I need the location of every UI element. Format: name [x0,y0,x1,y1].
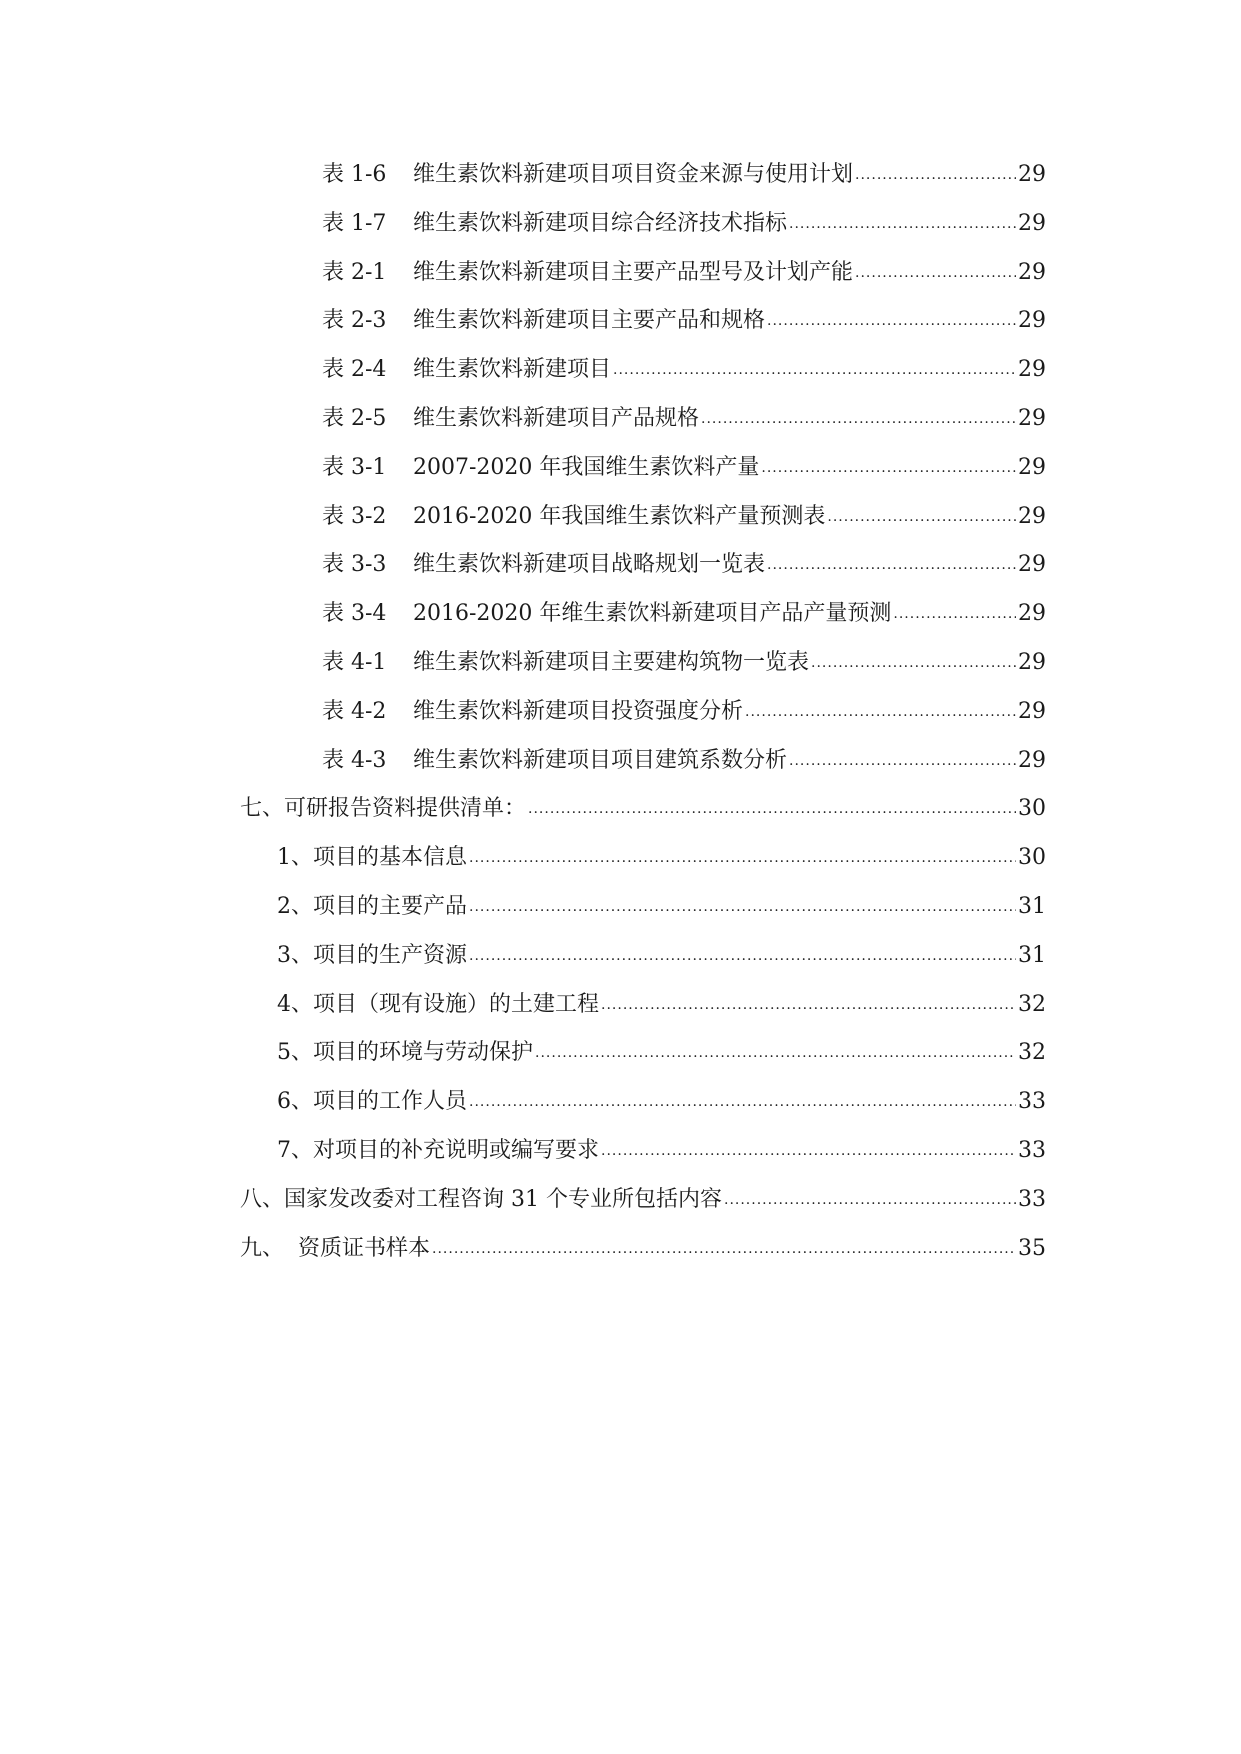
toc-entry-title: 维生素饮料新建项目主要建构筑物一览表 [413,649,810,675]
toc-dot-leader [535,1029,1016,1078]
toc-entry[interactable] [0,688,1241,737]
toc-entry-number: 表 2-4 [322,357,387,383]
toc-entry-page-number: 30 [1018,845,1046,871]
toc-entry-number: 表 3-1 [322,454,387,480]
toc-entry[interactable] [0,737,1241,786]
toc-entry-number: 表 3-3 [322,552,387,578]
toc-dot-leader [855,249,1016,298]
toc-entry-number: 表 3-2 [322,503,387,529]
toc-entry-page-number: 29 [1018,601,1046,627]
toc-entry[interactable] [0,1127,1241,1176]
table-of-contents [0,151,1241,1273]
toc-entry-title: 资质证书样本 [284,1235,431,1261]
toc-entry[interactable] [0,346,1241,395]
toc-entry-title: 项目的工作人员 [313,1089,468,1115]
toc-entry-page-number: 31 [1018,942,1046,968]
toc-entry-number: 九、 [240,1235,285,1261]
toc-entry-title: 维生素饮料新建项目 [413,357,612,383]
toc-entry-page-number: 29 [1018,210,1046,236]
toc-entry[interactable] [0,151,1241,200]
toc-entry-title: 2016-2020 年维生素饮料新建项目产品产量预测 [413,601,892,627]
toc-dot-leader [432,1225,1016,1274]
toc-entry[interactable] [0,297,1241,346]
toc-entry-page-number: 32 [1018,1040,1046,1066]
toc-entry-number: 表 4-3 [322,747,387,773]
toc-entry-title: 维生素饮料新建项目项目资金来源与使用计划 [413,162,854,187]
toc-dot-leader [724,1176,1016,1225]
toc-entry[interactable] [0,590,1241,639]
toc-entry-page-number: 33 [1018,1089,1046,1115]
toc-entry-number: 5、 [277,1040,313,1066]
toc-entry-page-number: 29 [1018,503,1046,529]
toc-dot-leader [469,834,1016,883]
toc-entry-title: 维生素饮料新建项目综合经济技术指标 [413,210,788,236]
toc-entry-number: 表 2-1 [322,259,387,285]
toc-entry-number: 表 3-4 [322,601,387,627]
toc-entry-page-number: 29 [1018,649,1046,675]
toc-entry-number: 八、 [240,1186,285,1212]
toc-entry[interactable] [0,395,1241,444]
toc-list [0,151,1241,1273]
toc-entry-title: 项目的主要产品 [313,893,468,919]
toc-entry-page-number: 29 [1018,308,1046,334]
toc-entry-title: 可研报告资料提供清单： [284,796,527,822]
toc-entry-title: 对项目的补充说明或编写要求 [313,1137,600,1163]
toc-entry-number: 表 2-3 [322,308,387,334]
toc-entry-page-number: 29 [1018,259,1046,285]
toc-entry[interactable] [0,541,1241,590]
toc-entry-page-number: 33 [1018,1137,1046,1163]
toc-entry[interactable] [0,1225,1241,1274]
toc-entry[interactable] [0,932,1241,981]
toc-entry-title: 国家发改委对工程咨询 31 个专业所包括内容 [284,1186,722,1212]
toc-entry[interactable] [0,1176,1241,1225]
toc-entry-page-number: 29 [1018,405,1046,431]
toc-dot-leader [601,1127,1016,1176]
toc-entry[interactable] [0,834,1241,883]
toc-entry-title: 项目的基本信息 [313,845,468,871]
toc-dot-leader [855,151,1016,200]
toc-entry-page-number: 32 [1018,991,1046,1017]
toc-entry-page-number: 29 [1018,747,1046,773]
toc-dot-leader [767,297,1016,346]
toc-entry-page-number: 29 [1018,357,1046,383]
toc-entry-title: 项目的环境与劳动保护 [313,1040,534,1066]
toc-entry-number: 4、 [277,991,313,1017]
toc-entry-title: 维生素饮料新建项目项目建筑系数分析 [413,747,788,773]
toc-dot-leader [789,737,1016,786]
toc-entry-title: 项目的生产资源 [313,942,468,968]
toc-entry-number: 表 1-7 [322,210,387,236]
toc-dot-leader [761,444,1016,493]
toc-entry-number: 6、 [277,1089,313,1115]
toc-dot-leader [601,981,1016,1030]
toc-entry-page-number: 35 [1018,1235,1046,1261]
toc-dot-leader [811,639,1016,688]
toc-entry[interactable] [0,981,1241,1030]
toc-entry-number: 3、 [277,942,313,968]
toc-entry-title: 2016-2020 年我国维生素饮料产量预测表 [413,503,826,529]
toc-entry-page-number: 31 [1018,893,1046,919]
toc-entry-title: 维生素饮料新建项目产品规格 [413,405,700,431]
toc-entry-title: 维生素饮料新建项目投资强度分析 [413,698,744,724]
toc-entry[interactable] [0,883,1241,932]
toc-entry[interactable] [0,1078,1241,1127]
toc-dot-leader [767,541,1016,590]
toc-entry-page-number: 29 [1018,162,1046,187]
toc-dot-leader [613,346,1016,395]
toc-entry-title: 维生素饮料新建项目主要产品和规格 [413,308,766,334]
toc-entry-number: 七、 [240,796,285,822]
toc-entry-title: 2007-2020 年我国维生素饮料产量 [413,454,760,480]
toc-entry-number: 表 2-5 [322,405,387,431]
toc-dot-leader [469,883,1016,932]
toc-entry-number: 表 4-2 [322,698,387,724]
toc-entry-title: 维生素饮料新建项目主要产品型号及计划产能 [413,259,854,285]
toc-entry-page-number: 29 [1018,454,1046,480]
toc-entry-page-number: 29 [1018,698,1046,724]
toc-entry[interactable] [0,1029,1241,1078]
toc-entry-number: 表 1-6 [322,162,387,187]
toc-entry[interactable] [0,785,1241,834]
toc-dot-leader [789,200,1016,249]
toc-dot-leader [528,785,1016,834]
toc-entry[interactable] [0,444,1241,493]
toc-entry-number: 1、 [277,845,313,871]
toc-entry[interactable] [0,200,1241,249]
toc-entry-number: 7、 [277,1137,313,1163]
toc-entry-page-number: 29 [1018,552,1046,578]
toc-entry-number: 表 4-1 [322,649,387,675]
toc-entry[interactable] [0,249,1241,298]
toc-entry-title: 项目（现有设施）的土建工程 [313,991,600,1017]
toc-entry[interactable] [0,493,1241,542]
toc-dot-leader [827,493,1016,542]
toc-dot-leader [469,1078,1016,1127]
toc-entry-title: 维生素饮料新建项目战略规划一览表 [413,552,766,578]
toc-dot-leader [745,688,1016,737]
toc-entry-number: 2、 [277,893,313,919]
toc-entry-page-number: 30 [1018,796,1046,822]
toc-dot-leader [469,932,1016,981]
toc-dot-leader [893,590,1016,639]
toc-dot-leader [701,395,1016,444]
toc-entry-page-number: 33 [1018,1186,1046,1212]
toc-entry[interactable] [0,639,1241,688]
